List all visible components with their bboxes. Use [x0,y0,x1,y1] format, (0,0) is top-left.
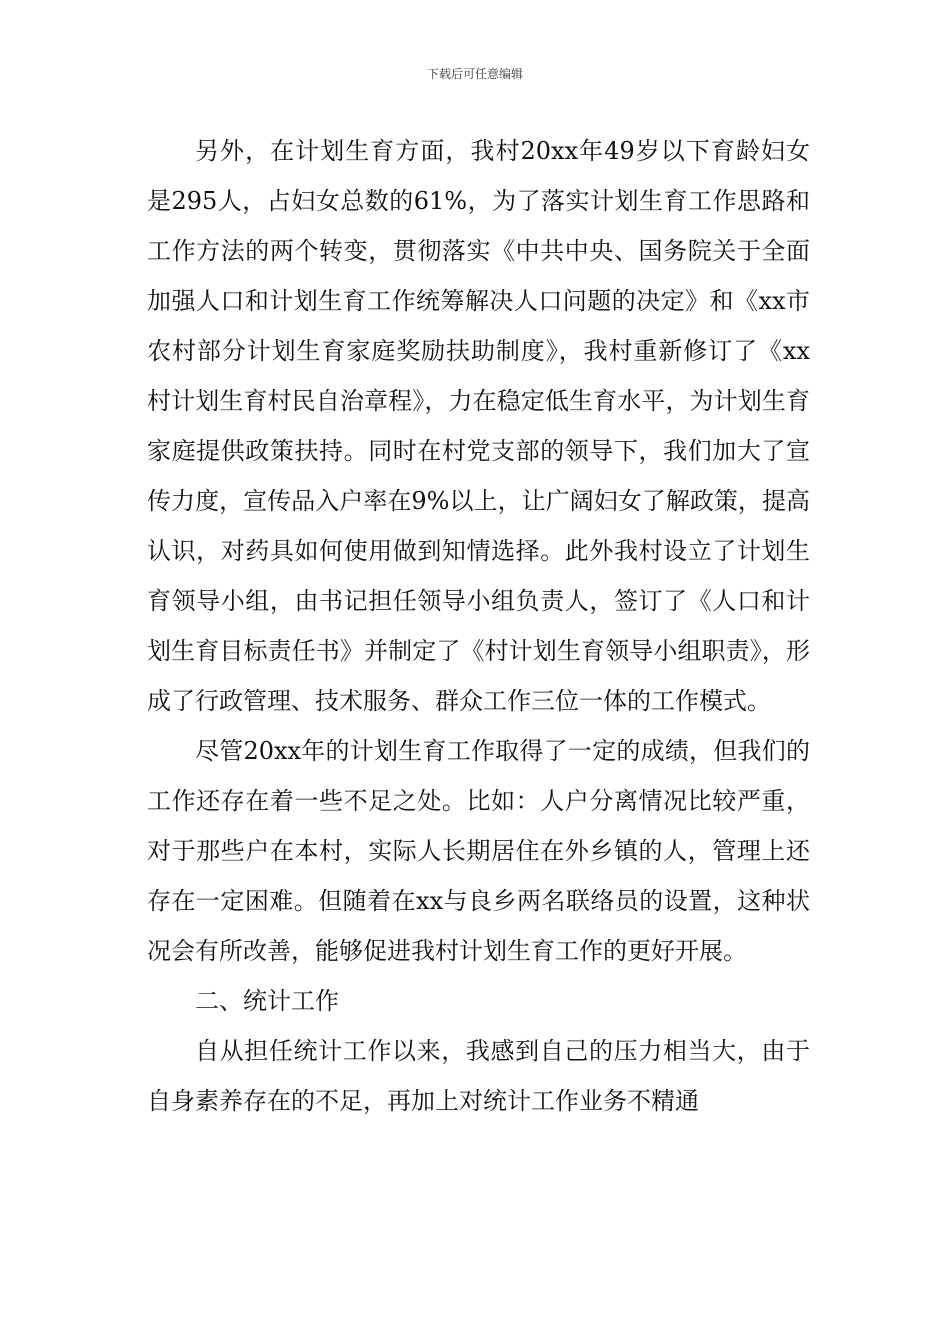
paragraph-family-planning: 另外，在计划生育方面，我村20xx年49岁以下育龄妇女是295人，占妇女总数的61%，为了落实计划生育工作思路和工作方法的两个转变，贯彻落实《中共中央、国务院关于全面加强人口和计划生育工作统筹解决人口问题的决定》和《xx市农村部分计划生育家庭奖励扶助制度》，我村重新修订了《xx村计划生育村民自治章程》，力在稳定低生育水平，为计划生育家庭提供政策扶持。同时在村党支部的领导下，我们加大了宣传力度，宣传品入户率在9%以上，让广阔妇女了解政策，提高认识，对药具如何使用做到知情选择。此外我村设立了计划生育领导小组，由书记担任领导小组负责人，签订了《人口和计划生育目标责任书》并制定了《村计划生育领导小组职责》，形成了行政管理、技术服务、群众工作三位一体的工作模式。 [147,137,810,715]
header-note: 下载后可任意编辑 [426,67,523,81]
paragraph-statistics: 自从担任统计工作以来，我感到自己的压力相当大，由于自身素养存在的不足，再加上对统计工作业务不精通 [147,1037,810,1115]
section-heading-statistics: 二、统计工作 [195,987,339,1015]
document-body [147,126,810,1126]
paragraph-shortcomings: 尽管20xx年的计划生育工作取得了一定的成绩，但我们的工作还存在着一些不足之处。比如：人户分离情况比较严重，对于那些户在本村，实际人长期居住在外乡镇的人，管理上还存在一定困难。但随着在xx与良乡两名联络员的设置，这种状况会有所改善，能够促进我村计划生育工作的更好开展。 [147,737,810,965]
